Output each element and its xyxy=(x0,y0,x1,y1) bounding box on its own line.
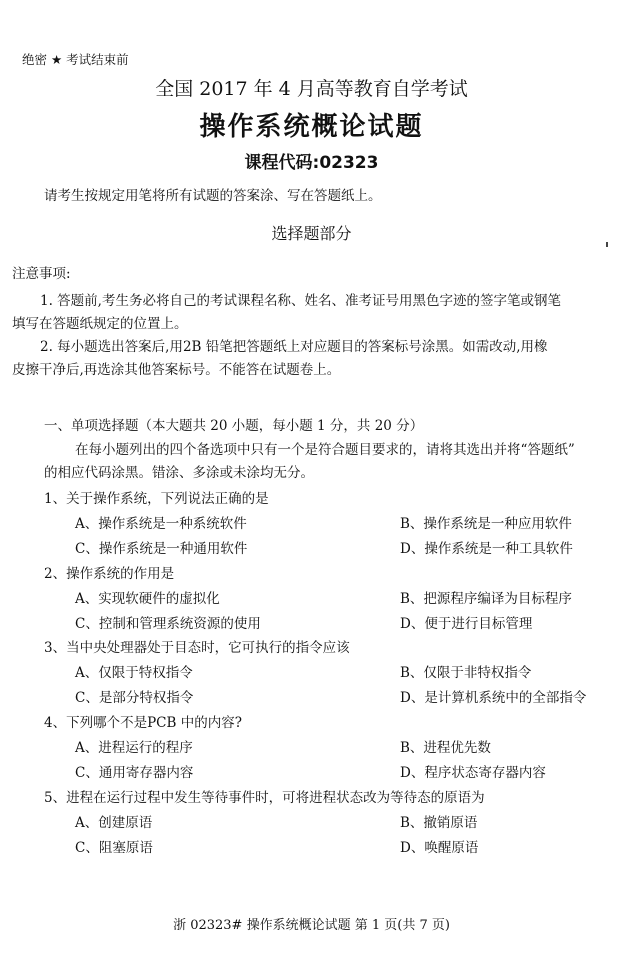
question-2-option-d: D、便于进行目标管理 xyxy=(400,616,533,632)
note-item-2-line-1: 2. 每小题选出答案后,用2B 铅笔把答题纸上对应题目的答案标号涂黑。如需改动,用橡 xyxy=(40,339,548,355)
course-code: 课程代码:02323 xyxy=(244,153,379,173)
part1-description-line-2: 的相应代码涂黑。错涂、多涂或未涂均无分。 xyxy=(44,465,314,481)
note-item-1-line-2: 填写在答题纸规定的位置上。 xyxy=(12,316,188,332)
question-5-option-a: A、创建原语 xyxy=(75,815,153,831)
question-2-option-b: B、把源程序编译为目标程序 xyxy=(400,591,572,607)
part1-heading: 一、单项选择题（本大题共 20 小题，每小题 1 分，共 20 分） xyxy=(44,418,424,434)
question-4-stem: 4、下列哪个不是PCB 中的内容? xyxy=(44,715,242,731)
question-2-option-a: A、实现软硬件的虚拟化 xyxy=(75,591,220,607)
scan-speck xyxy=(606,242,608,247)
question-5-option-b: B、撤销原语 xyxy=(400,815,478,831)
question-1-stem: 1、关于操作系统，下列说法正确的是 xyxy=(44,491,269,507)
page-title: 操作系统概论试题 xyxy=(199,112,424,142)
part1-description-line-1: 在每小题列出的四个备选项中只有一个是符合题目要求的，请将其选出并将“答题纸” xyxy=(75,442,575,458)
question-1-option-d: D、操作系统是一种工具软件 xyxy=(400,541,573,557)
confidential-mark: 绝密 ★ 考试结束前 xyxy=(22,52,129,67)
page-footer: 浙 02323# 操作系统概论试题 第 1 页(共 7 页) xyxy=(173,918,450,933)
question-3-option-d: D、是计算机系统中的全部指令 xyxy=(400,690,587,706)
question-5-option-c: C、阻塞原语 xyxy=(75,840,153,856)
question-1-option-b: B、操作系统是一种应用软件 xyxy=(400,516,572,532)
note-item-1-line-1: 1. 答题前,考生务必将自己的考试课程名称、姓名、准考证号用黑色字迹的签字笔或钢笔 xyxy=(40,293,561,309)
question-1-option-a: A、操作系统是一种系统软件 xyxy=(75,516,247,532)
question-2-stem: 2、操作系统的作用是 xyxy=(44,566,175,582)
question-3-stem: 3、当中央处理器处于目态时，它可执行的指令应该 xyxy=(44,640,350,656)
question-5-option-d: D、唤醒原语 xyxy=(400,840,479,856)
question-3-option-c: C、是部分特权指令 xyxy=(75,690,194,706)
question-3-option-b: B、仅限于非特权指令 xyxy=(400,665,532,681)
note-item-2-line-2: 皮擦干净后,再选涂其他答案标号。不能答在试题卷上。 xyxy=(12,362,341,378)
question-3-option-a: A、仅限于特权指令 xyxy=(75,665,193,681)
question-4-option-a: A、进程运行的程序 xyxy=(75,740,193,756)
question-1-option-c: C、操作系统是一种通用软件 xyxy=(75,541,248,557)
question-4-option-c: C、通用寄存器内容 xyxy=(75,765,194,781)
question-4-option-d: D、程序状态寄存器内容 xyxy=(400,765,546,781)
question-4-option-b: B、进程优先数 xyxy=(400,740,491,756)
question-2-option-c: C、控制和管理系统资源的使用 xyxy=(75,616,261,632)
exam-title: 全国 2017 年 4 月高等教育自学考试 xyxy=(155,78,468,100)
question-5-stem: 5、进程在运行过程中发生等待事件时，可将进程状态改为等待态的原语为 xyxy=(44,790,485,806)
answer-instruction: 请考生按规定用笔将所有试题的答案涂、写在答题纸上。 xyxy=(44,188,382,204)
notes-heading: 注意事项: xyxy=(12,266,71,282)
section-title: 选择题部分 xyxy=(271,224,352,243)
